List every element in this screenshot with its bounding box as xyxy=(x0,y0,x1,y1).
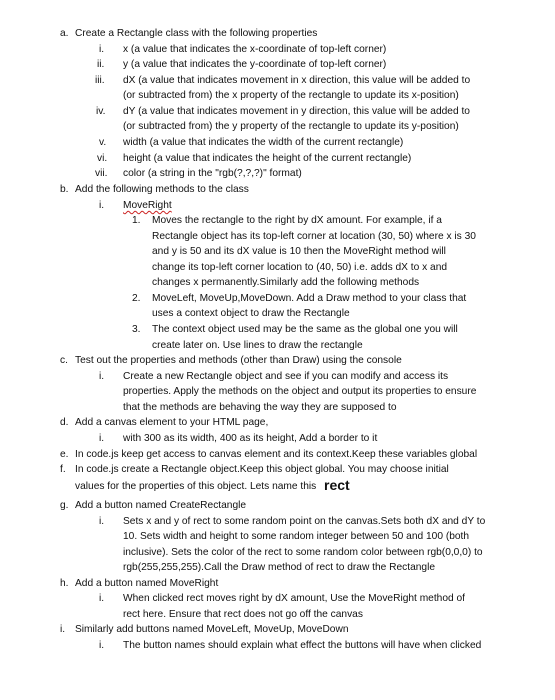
item-marker: iii. xyxy=(95,75,105,86)
item-marker: vii. xyxy=(95,168,108,179)
doc-line: In code.js create a Rectangle object.Keep this object global. You may choose initial xyxy=(75,464,449,475)
doc-line: rgb(255,255,255).Call the Draw method of rect to draw the Rectangle xyxy=(123,562,436,573)
item-marker: 2. xyxy=(132,293,141,304)
doc-line: uses a context object to draw the Rectangle xyxy=(152,308,350,319)
doc-line: inclusive). Sets the color of the rect to some random color between rgb(0,0,0) to xyxy=(123,547,483,558)
doc-line: Create a new Rectangle object and see if you can modify and access its xyxy=(123,371,449,382)
doc-line: properties. Apply the methods on the object and output its properties to ensure xyxy=(123,386,477,397)
doc-line: change its top-left corner location to (40, 50) i.e. adds dX to x and xyxy=(152,262,448,273)
item-marker: h. xyxy=(60,578,69,589)
emphasis-rect: rect xyxy=(324,477,350,493)
doc-line: color (a string in the "rgb(?,?,?)" format) xyxy=(123,168,302,179)
doc-line: values for the properties of this object. Lets name this xyxy=(75,481,317,492)
item-marker: i. xyxy=(60,624,66,635)
doc-line: Add a canvas element to your HTML page, xyxy=(75,417,269,428)
doc-line: y (a value that indicates the y-coordinate of top-left corner) xyxy=(123,59,387,70)
doc-line: (or subtracted from) the x property of the rectangle to update its x-position) xyxy=(123,90,459,101)
item-marker: 3. xyxy=(132,324,141,335)
doc-line: height (a value that indicates the height of the current rectangle) xyxy=(123,153,412,164)
doc-line: The button names should explain what effect the buttons will have when clicked xyxy=(123,640,482,651)
item-marker: e. xyxy=(60,449,69,460)
doc-line: In code.js keep get access to canvas element and its context.Keep these variables global xyxy=(75,449,478,460)
item-marker: i. xyxy=(99,516,105,527)
item-marker: 1. xyxy=(132,215,141,226)
doc-line: Add a button named CreateRectangle xyxy=(75,500,247,511)
item-marker: i. xyxy=(99,593,105,604)
doc-line: Add the following methods to the class xyxy=(75,184,249,195)
doc-line: Test out the properties and methods (other than Draw) using the console xyxy=(75,355,402,366)
item-marker: v. xyxy=(99,137,107,148)
item-marker: i. xyxy=(99,640,105,651)
item-marker: a. xyxy=(60,28,69,39)
doc-line: changes x permanently.Similarly add the following methods xyxy=(152,277,420,288)
doc-line: Add a button named MoveRight xyxy=(75,578,219,589)
doc-line: Moves the rectangle to the right by dX amount. For example, if a xyxy=(152,215,442,226)
item-marker: iv. xyxy=(96,106,106,117)
doc-line: When clicked rect moves right by dX amount, Use the MoveRight method of xyxy=(123,593,466,604)
doc-line: Similarly add buttons named MoveLeft, MoveUp, MoveDown xyxy=(75,624,349,635)
doc-line: MoveRight xyxy=(123,200,172,211)
doc-line: Rectangle object has its top-left corner at location (30, 50) where x is 30 xyxy=(152,231,476,242)
doc-line: The context object used may be the same as the global one you will xyxy=(152,324,458,335)
item-marker: b. xyxy=(60,184,69,195)
item-marker: i. xyxy=(99,200,105,211)
doc-line: MoveLeft, MoveUp,MoveDown. Add a Draw method to your class that xyxy=(152,293,467,304)
item-marker: i. xyxy=(99,371,105,382)
item-marker: vi. xyxy=(97,153,108,164)
item-marker: ii. xyxy=(97,59,105,70)
doc-line: x (a value that indicates the x-coordinate of top-left corner) xyxy=(123,44,387,55)
doc-line: create later on. Use lines to draw the rectangle xyxy=(152,340,363,351)
item-marker: c. xyxy=(60,355,68,366)
item-marker: d. xyxy=(60,417,69,428)
doc-line: Sets x and y of rect to some random point on the canvas.Sets both dX and dY to xyxy=(123,516,486,527)
item-marker: i. xyxy=(99,44,105,55)
doc-line: dX (a value that indicates movement in x direction, this value will be added to xyxy=(123,75,471,86)
doc-line: that the methods are behaving the way they are supposed to xyxy=(123,402,397,413)
doc-line: width (a value that indicates the width of the current rectangle) xyxy=(123,137,404,148)
doc-line: and y is 50 and its dX value is 10 then the MoveRight method will xyxy=(152,246,446,257)
item-marker: g. xyxy=(60,500,69,511)
item-marker: i. xyxy=(99,433,105,444)
item-marker: f. xyxy=(60,464,66,475)
doc-line: rect here. Ensure that rect does not go off the canvas xyxy=(123,609,363,620)
doc-line: 10. Sets width and height to some random integer between 50 and 100 (both xyxy=(123,531,470,542)
doc-line: (or subtracted from) the y property of the rectangle to update its y-position) xyxy=(123,121,459,132)
doc-line: Create a Rectangle class with the following properties xyxy=(75,28,318,39)
doc-line: dY (a value that indicates movement in y direction, this value will be added to xyxy=(123,106,470,117)
doc-line: with 300 as its width, 400 as its height, Add a border to it xyxy=(123,433,378,444)
